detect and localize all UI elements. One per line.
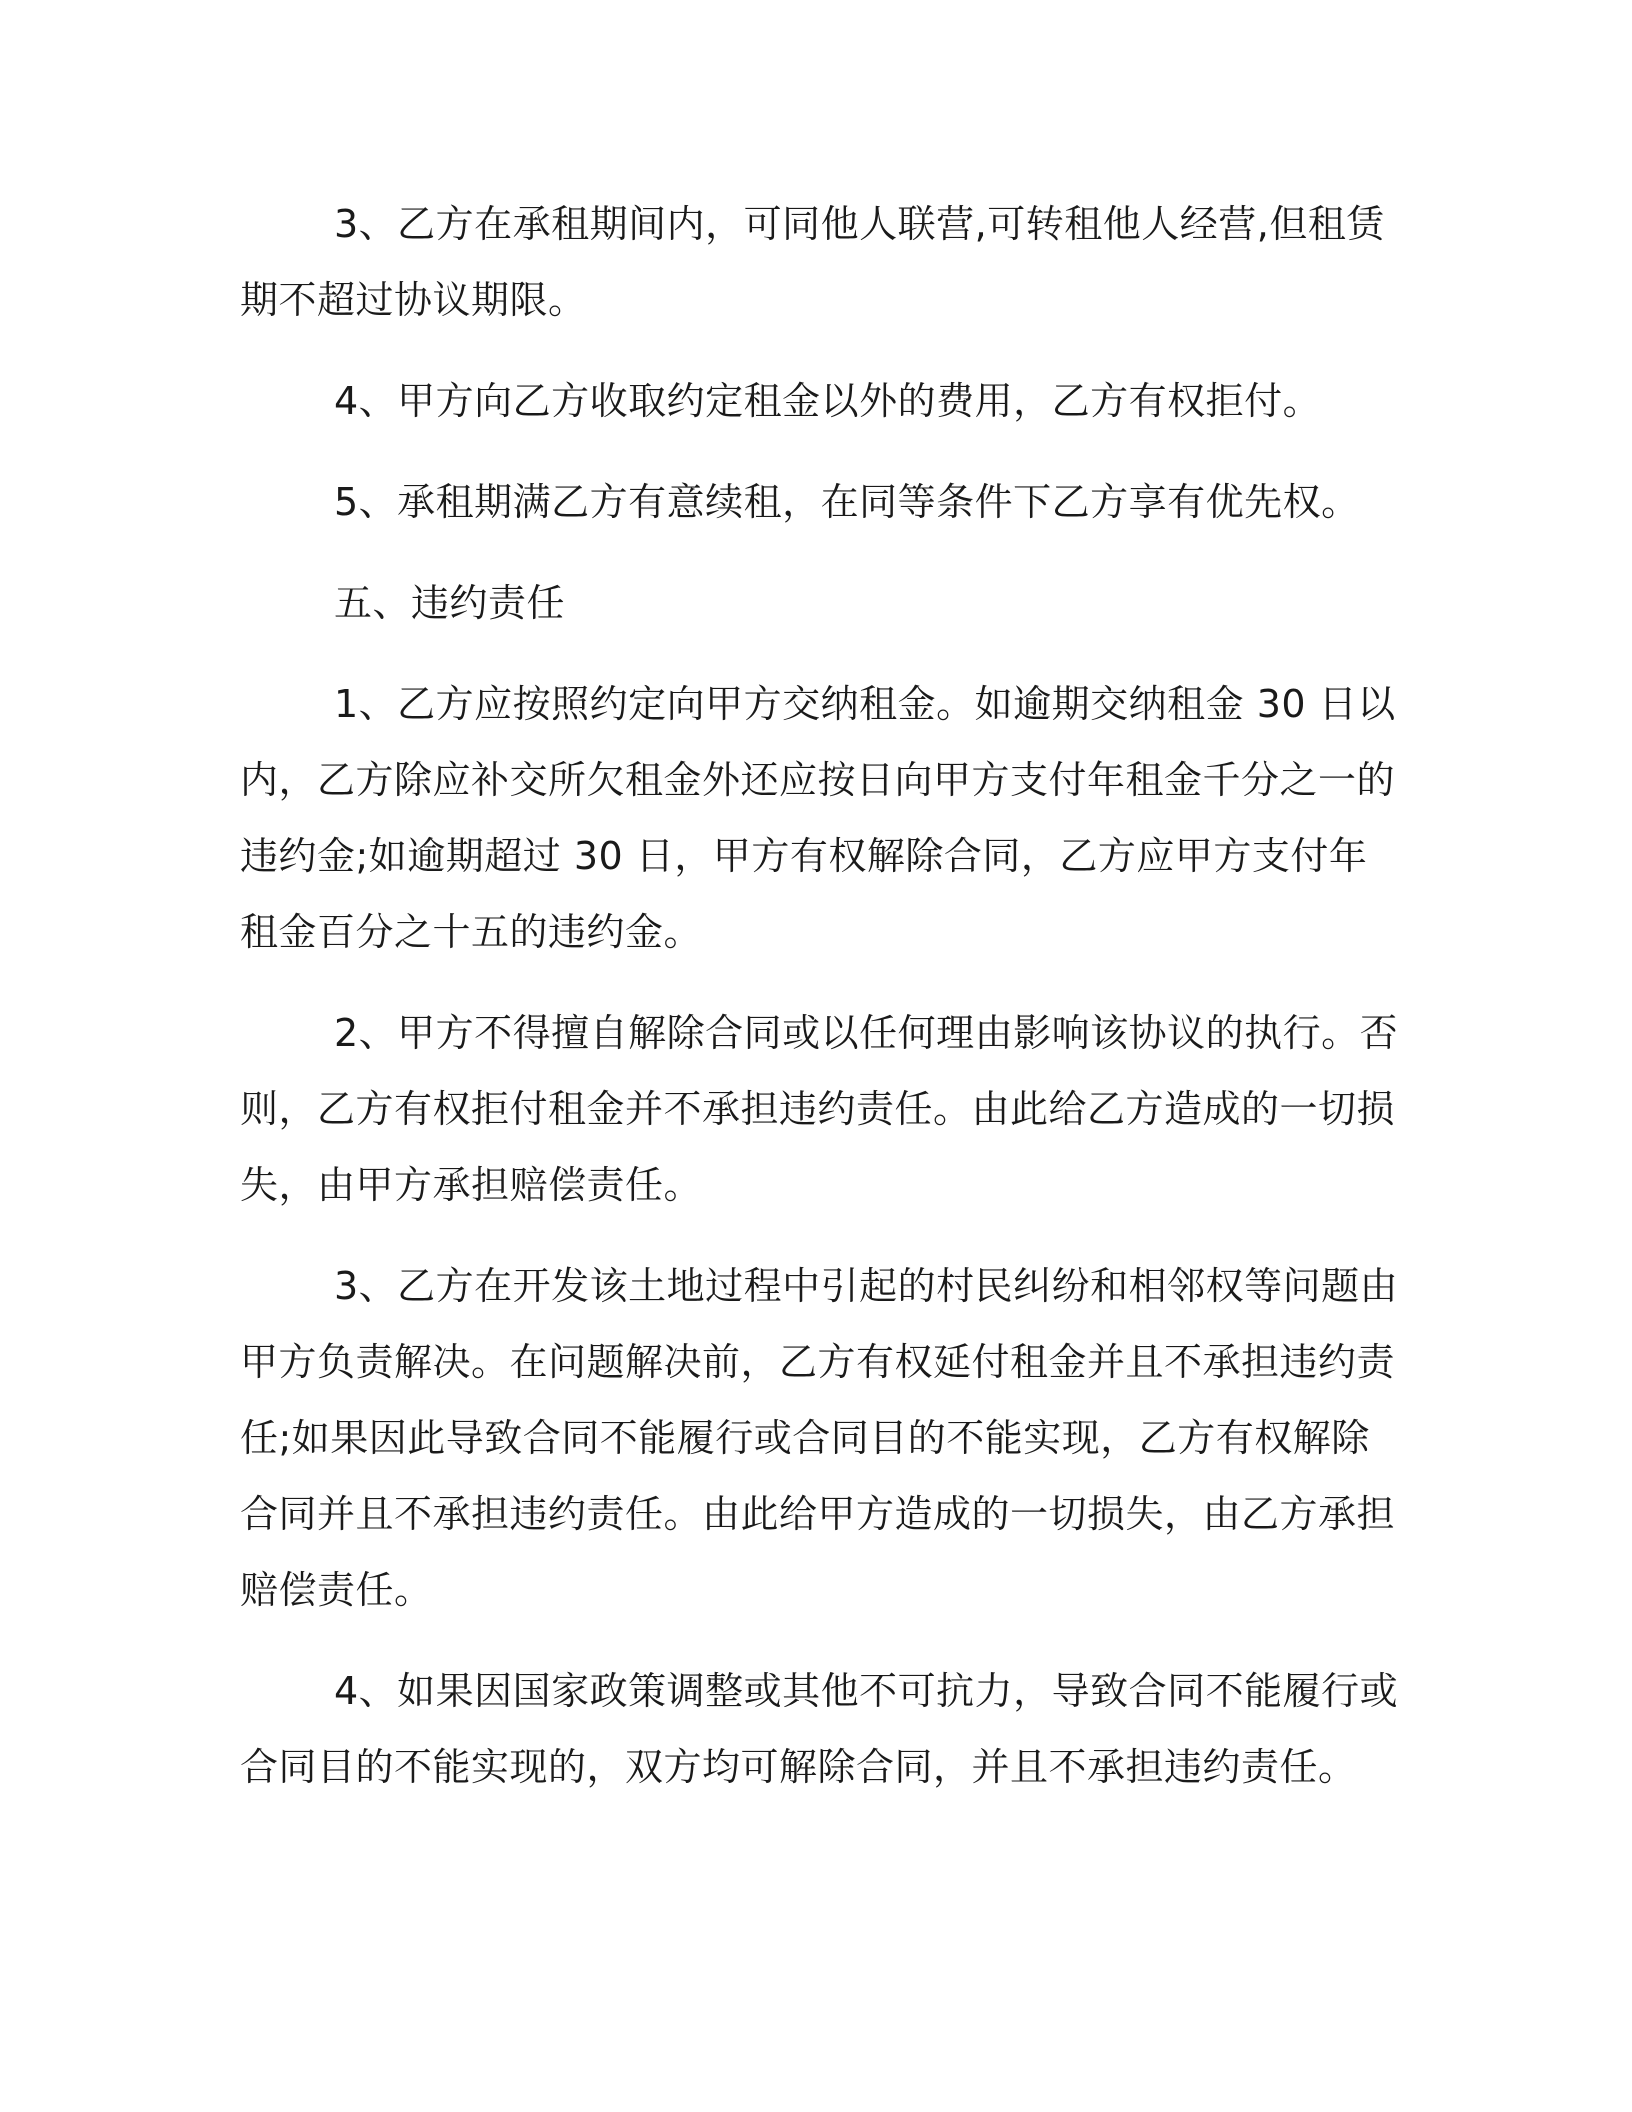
clause-right-4: 4、甲方向乙方收取约定租金以外的费用，乙方有权拒付。 [334,379,1322,423]
clause-liability-3: 3、乙方在开发该土地过程中引起的村民纠纷和相邻权等问题由甲方负责解决。在问题解决前，乙方有权延付租金并且不承担违约责任;如果因此导致合同不能履行或合同目的不能实现，乙方有权解除合同并且不承担违约责任。由此给甲方造成的一切损失，由乙方承担赔偿责任。 [240,1264,1399,1612]
section-heading-liability: 五、违约责任 [334,581,566,625]
clause-right-5: 5、承租期满乙方有意续租，在同等条件下乙方享有优先权。 [334,480,1360,524]
clause-liability-1: 1、乙方应按照约定向甲方交纳租金。如逾期交纳租金 30 日以内，乙方除应补交所欠租金外还应按日向甲方支付年租金千分之一的违约金;如逾期超过 30 日，甲方有权解除合同，乙方应甲方支付年租金百分之十五的违约金。 [240,682,1396,954]
clause-liability-2: 2、甲方不得擅自解除合同或以任何理由影响该协议的执行。否则，乙方有权拒付租金并不承担违约责任。由此给乙方造成的一切损失，由甲方承担赔偿责任。 [240,1011,1399,1207]
clause-liability-4: 4、如果因国家政策调整或其他不可抗力，导致合同不能履行或合同目的不能实现的，双方均可解除合同，并且不承担违约责任。 [240,1669,1399,1789]
document-body [240,186,1402,1830]
clause-right-3: 3、乙方在承租期间内，可同他人联营,可转租他人经营,但租赁期不超过协议期限。 [240,202,1385,322]
